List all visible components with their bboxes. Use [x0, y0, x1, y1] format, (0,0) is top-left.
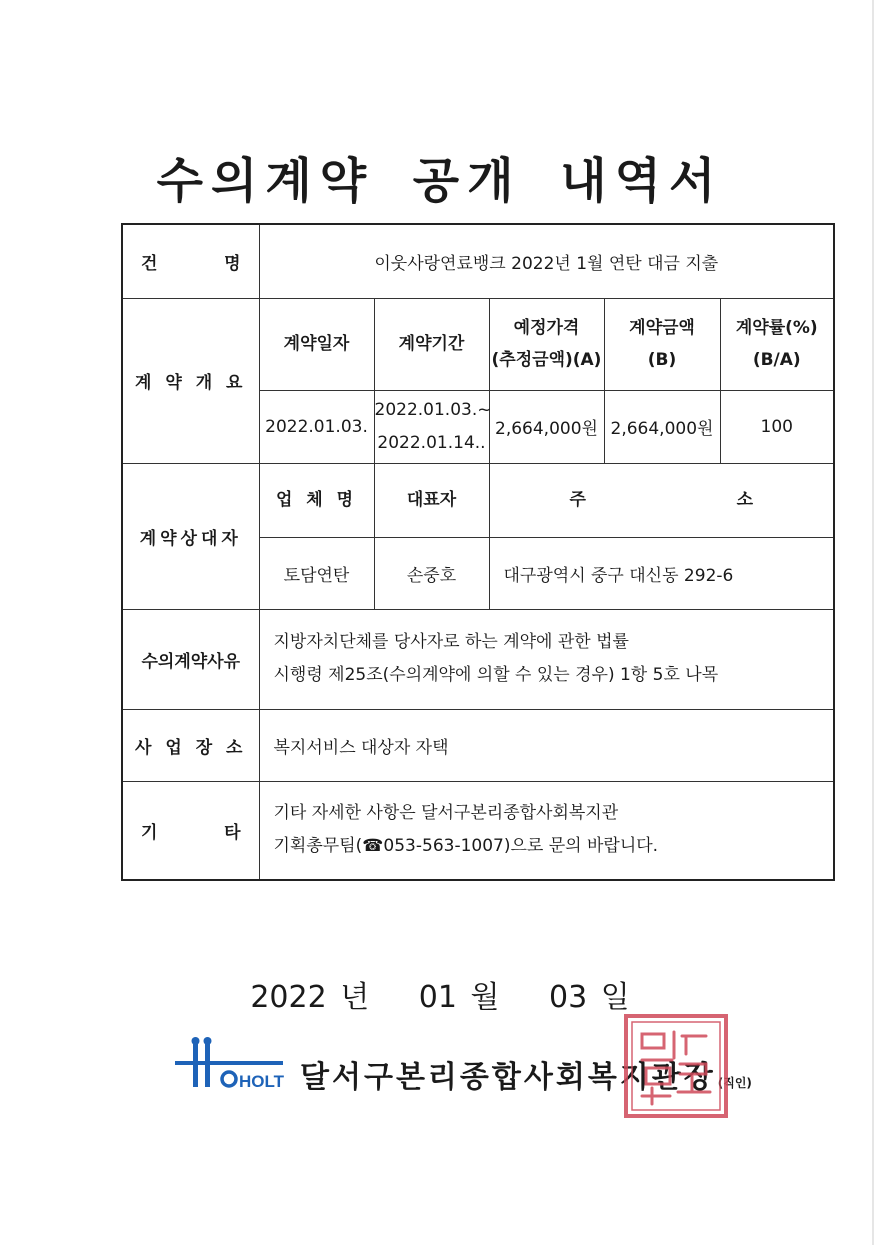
overview-label: 계 약 개 요	[122, 298, 259, 463]
header-representative: 대표자	[374, 463, 489, 537]
header-contract-amount	[604, 298, 720, 390]
subject-row	[122, 224, 834, 298]
overview-header-row	[122, 298, 834, 390]
reason-line2: 시행령 제25조(수의계약에 의할 수 있는 경우) 1항 5호 나목	[273, 665, 719, 685]
value-company: 토담연탄	[259, 537, 374, 609]
other-label-cell	[122, 781, 259, 880]
value-contract-amount: 2,664,000원	[604, 390, 720, 463]
header-contract-amount-line1: 계약금액	[629, 318, 695, 338]
location-row	[122, 709, 834, 781]
subject-label-a: 건	[141, 253, 158, 274]
counterparty-header-row	[122, 463, 834, 537]
subject-value: 이웃사랑연료뱅크 2022년 1월 연탄 대금 지출	[259, 224, 834, 298]
header-address-b: 소	[736, 490, 754, 510]
document-title: 수의계약 공개 내역서	[156, 153, 724, 209]
other-line1: 기타 자세한 사항은 달서구본리종합사회복지관	[273, 803, 619, 824]
header-contract-rate	[720, 298, 834, 390]
other-label-a: 기	[141, 822, 158, 843]
other-line2: 기획총무팀(☎053-563-1007)으로 문의 바랍니다.	[273, 836, 659, 857]
value-contract-period	[374, 390, 492, 463]
issue-day: 03 일	[548, 980, 630, 1015]
header-contract-rate-line1: 계약률(%)	[735, 318, 818, 338]
issue-month: 01 월	[418, 980, 500, 1015]
location-label: 사 업 장 소	[122, 709, 259, 781]
value-contract-date: 2022.01.03.	[259, 390, 374, 463]
subject-label-b: 명	[224, 253, 241, 274]
reason-label: 수의계약사유	[122, 609, 259, 709]
official-seal	[622, 1012, 730, 1120]
other-row	[122, 781, 834, 880]
counterparty-label: 계약상대자	[122, 463, 259, 609]
value-period-end: 2022.01.14..	[377, 432, 486, 453]
reason-line1: 지방자치단체를 당사자로 하는 계약에 관한 법률	[273, 632, 629, 652]
value-contract-rate: 100	[720, 390, 834, 463]
header-contract-period: 계약기간	[374, 298, 489, 390]
seal-note: (직인)	[717, 1076, 752, 1090]
other-value	[259, 781, 834, 880]
other-label-b: 타	[224, 822, 241, 843]
header-contract-rate-line2: (B/A)	[752, 350, 801, 370]
value-period-start: 2022.01.03.~	[374, 399, 492, 420]
reason-row	[122, 609, 834, 709]
header-company: 업 체 명	[259, 463, 374, 537]
value-representative: 손중호	[374, 537, 489, 609]
header-address	[489, 463, 834, 537]
issue-year: 2022 년	[250, 980, 370, 1015]
subject-label-cell	[122, 224, 259, 298]
issue-date	[0, 972, 880, 1016]
holt-logo-text: HOLT	[239, 1072, 285, 1091]
contract-table	[121, 223, 835, 881]
header-estimated-price-line2: (추정금액)(A)	[491, 350, 602, 370]
header-estimated-price-line1: 예정가격	[513, 318, 580, 338]
organization-title: 달서구본리종합사회복지관장	[300, 1060, 716, 1095]
holt-logo	[175, 1035, 285, 1095]
value-address: 대구광역시 중구 대신동 292-6	[489, 537, 834, 609]
header-contract-amount-line2: (B)	[647, 350, 677, 370]
header-address-a: 주	[569, 490, 586, 510]
location-value: 복지서비스 대상자 자택	[259, 709, 834, 781]
header-contract-date: 계약일자	[259, 298, 374, 390]
reason-value	[259, 609, 834, 709]
header-estimated-price	[489, 298, 604, 390]
value-estimated-price: 2,664,000원	[489, 390, 604, 463]
